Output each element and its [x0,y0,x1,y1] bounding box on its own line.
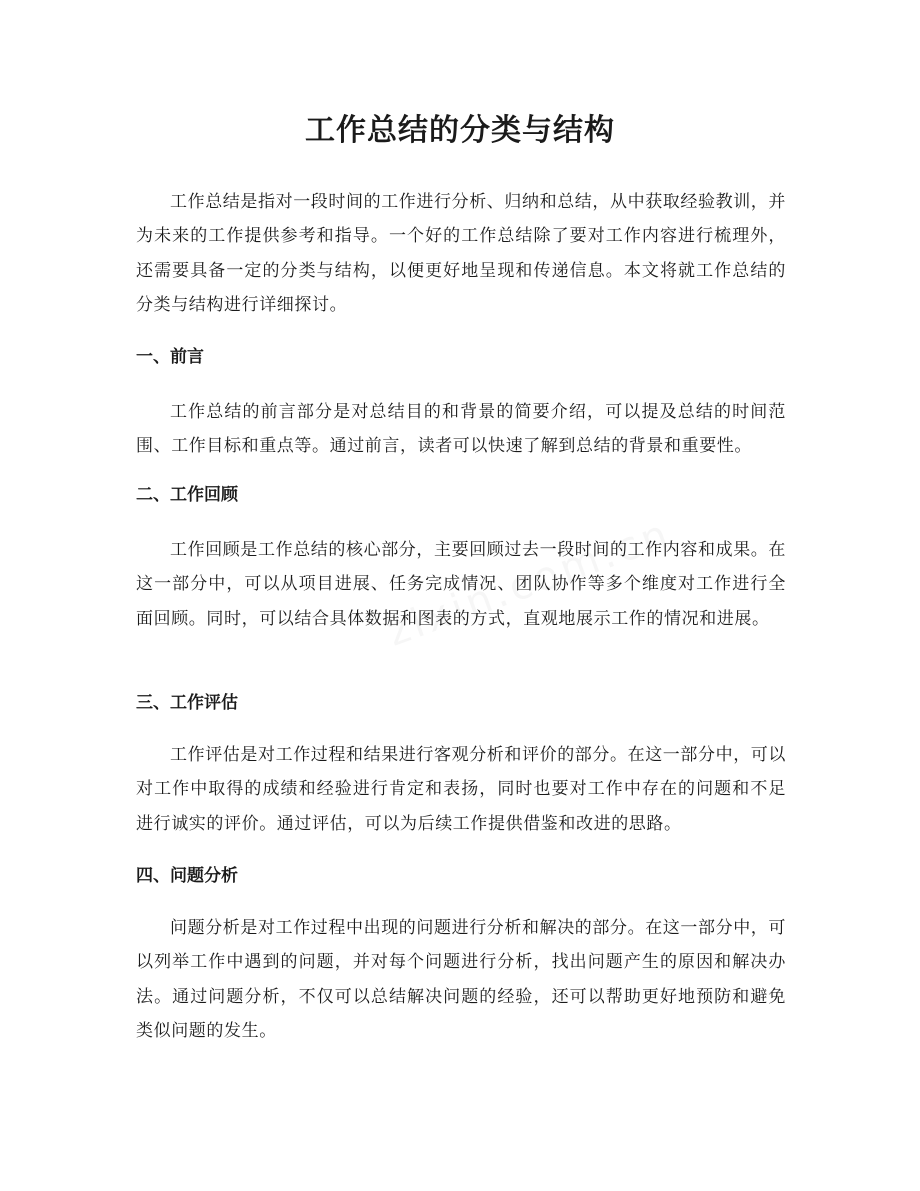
section-heading-evaluation: 三、工作评估 [136,693,238,713]
document-title: 工作总结的分类与结构 [305,113,615,148]
section-heading-problem-analysis: 四、问题分析 [136,866,238,886]
intro-paragraph: 工作总结是指对一段时间的工作进行分析、归纳和总结，从中获取经验教训，并为未来的工作提供参考和指导。一个好的工作总结除了要对工作内容进行梳理外，还需要具备一定的分类与结构，以便更好地呈现和传递信息。本文将就工作总结的分类与结构进行详细探讨。 [136,192,786,315]
section-body-preface: 工作总结的前言部分是对总结目的和背景的简要介绍，可以提及总结的时间范围、工作目标和重点等。通过前言，读者可以快速了解到总结的背景和重要性。 [136,402,786,457]
section-heading-preface: 一、前言 [136,347,204,367]
section-heading-review: 二、工作回顾 [136,485,238,505]
section-body-evaluation: 工作评估是对工作过程和结果进行客观分析和评价的部分。在这一部分中，可以对工作中取得的成绩和经验进行肯定和表扬，同时也要对工作中存在的问题和不足进行诚实的评价。通过评估，可以为后续工作提供借鉴和改进的思路。 [136,745,786,834]
section-body-review: 工作回顾是工作总结的核心部分，主要回顾过去一段时间的工作内容和成果。在这一部分中，可以从项目进展、任务完成情况、团队协作等多个维度对工作进行全面回顾。同时，可以结合具体数据和图表的方式，直观地展示工作的情况和进展。 [136,540,786,629]
section-body-problem-analysis: 问题分析是对工作过程中出现的问题进行分析和解决的部分。在这一部分中，可以列举工作中遇到的问题，并对每个问题进行分析，找出问题产生的原因和解决办法。通过问题分析，不仅可以总结解决问题的经验，还可以帮助更好地预防和避免类似问题的发生。 [136,918,786,1041]
